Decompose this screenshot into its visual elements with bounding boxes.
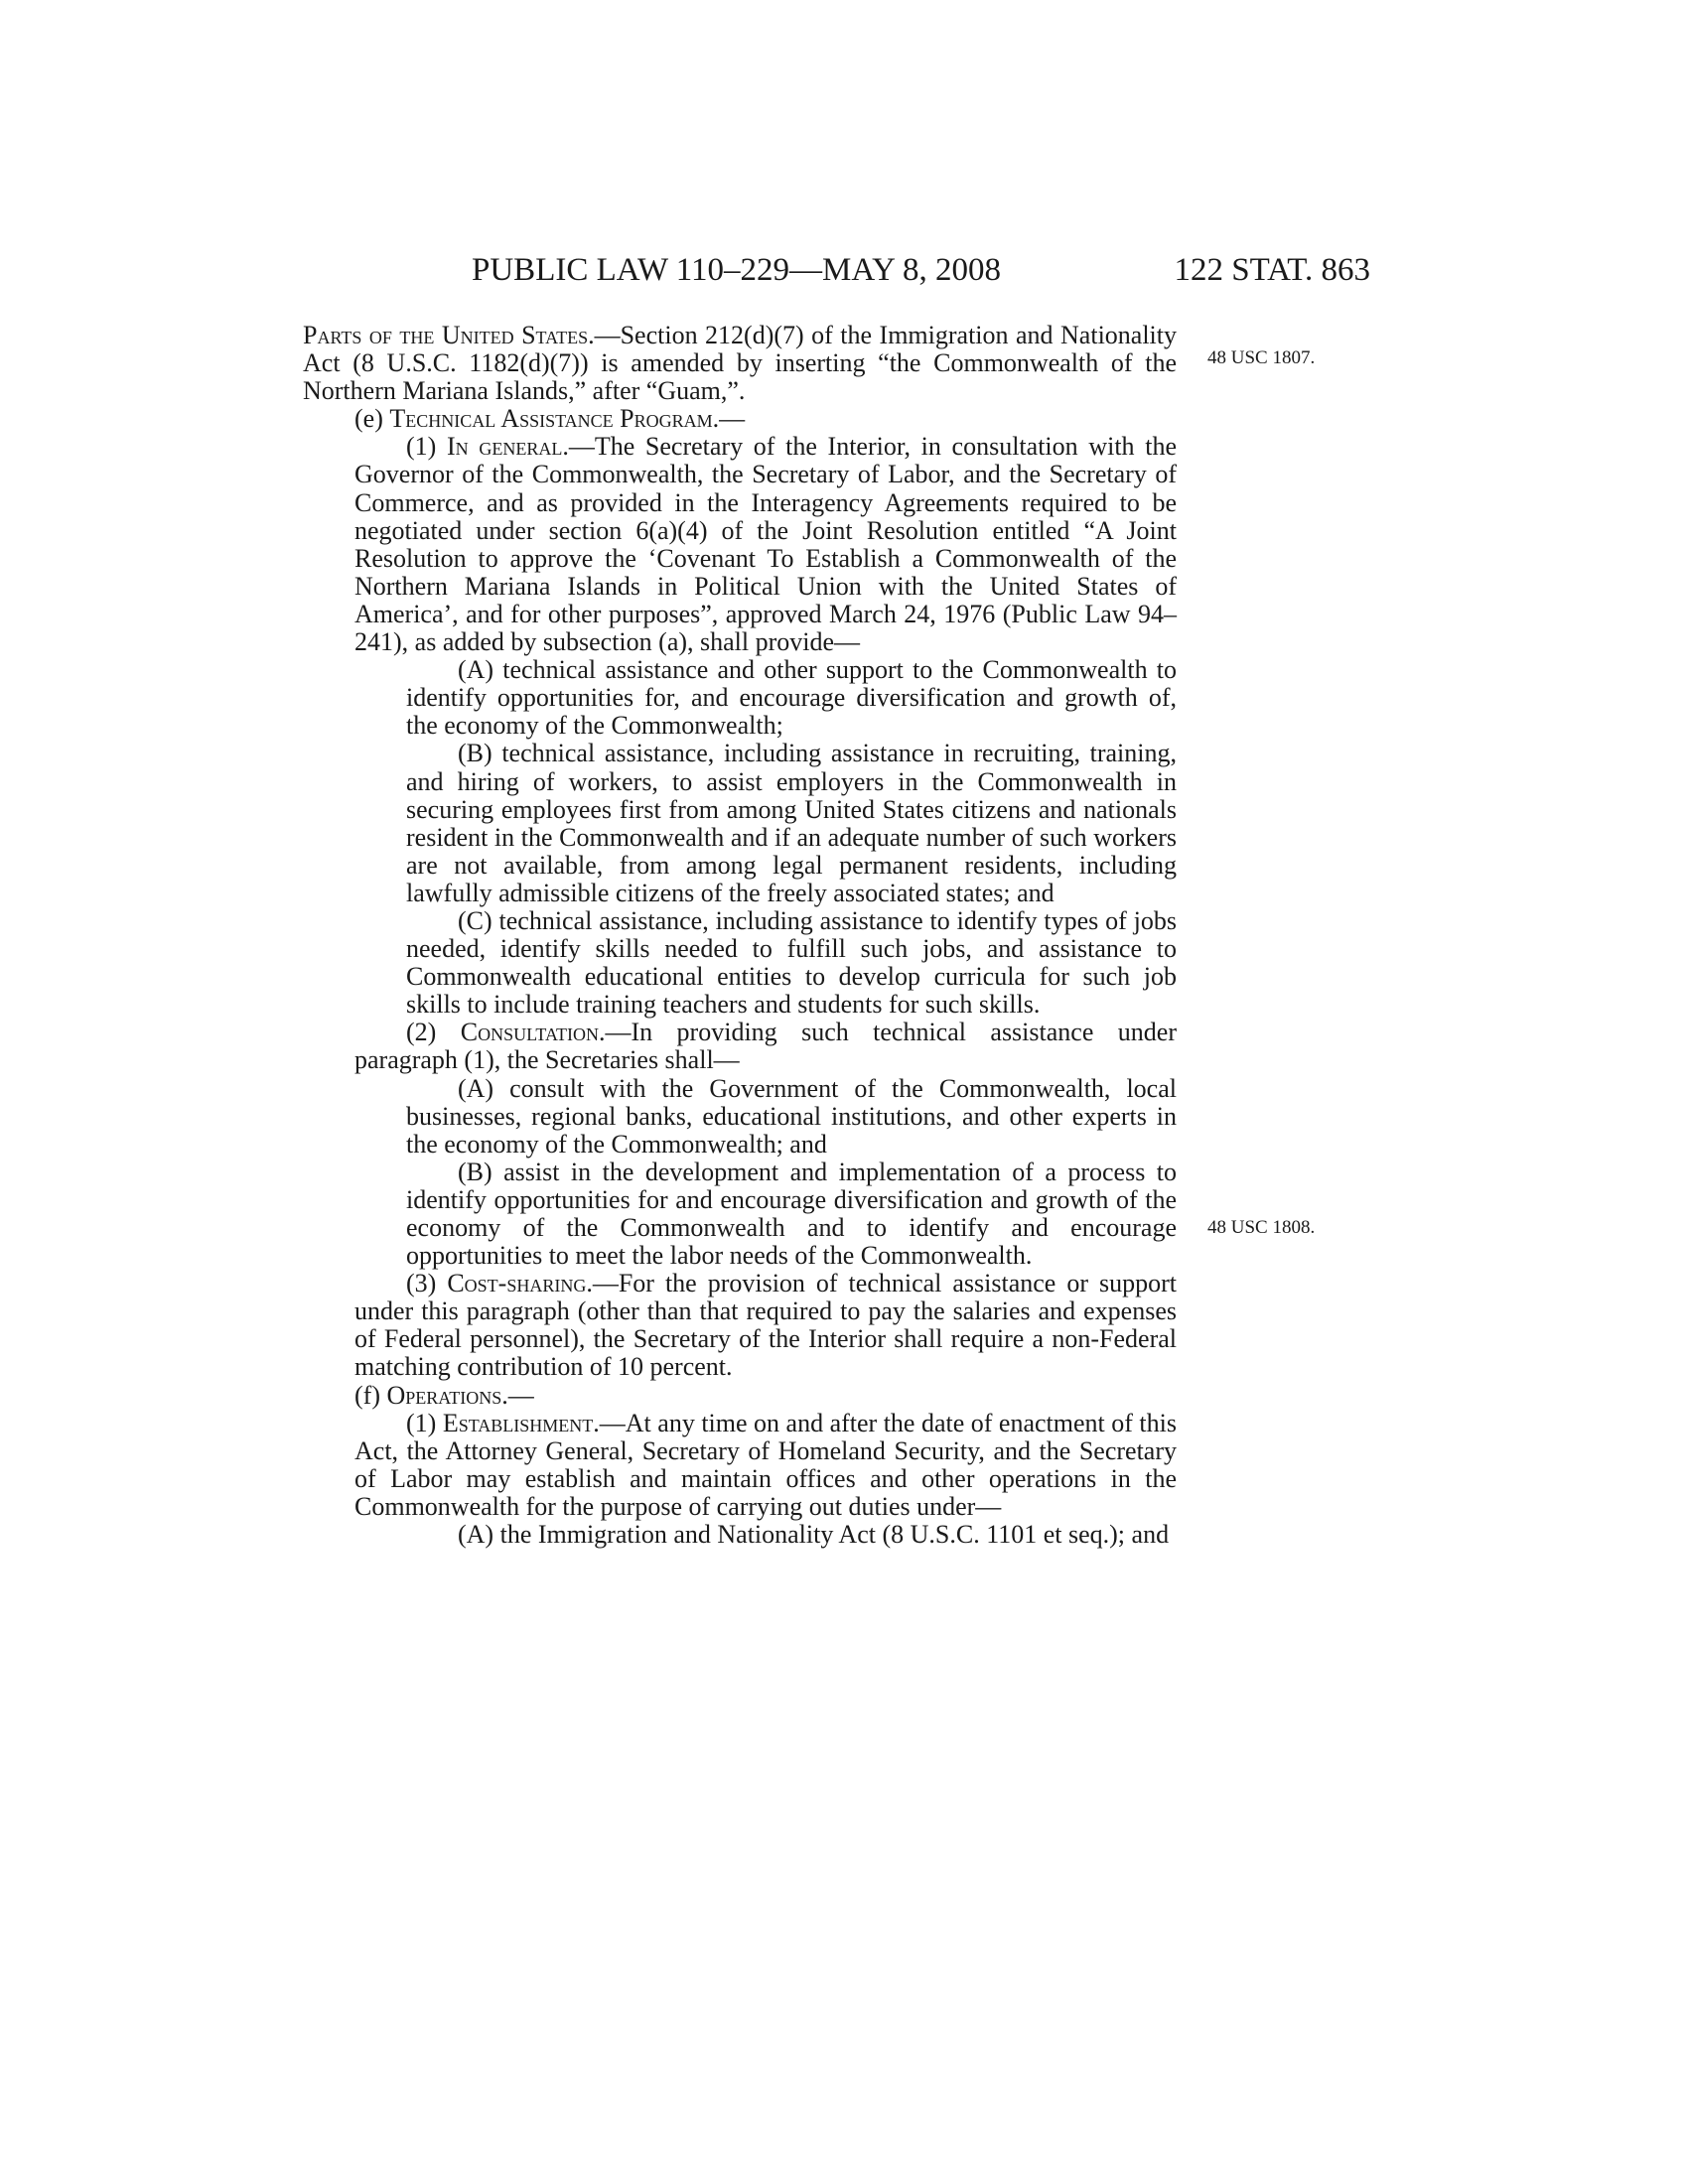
paragraph-e1	[303, 433, 1177, 656]
section-number: (2)	[406, 1018, 461, 1047]
section-number: (e)	[354, 404, 390, 434]
paragraph-parts-of-us	[303, 322, 1177, 405]
section-number: (3)	[406, 1269, 448, 1298]
paragraph-text: —	[719, 404, 746, 434]
section-heading: Consultation.	[460, 1018, 606, 1047]
clause-e2b: (B) assist in the development and implementation of a process to identify opportunities for and encourage diversification and growth of the economy of the Commonwealth and to identify and encourage opportunities to meet the labor needs of the Commonwealth.	[406, 1157, 1177, 1271]
paragraph-heading: Parts of the United States.	[303, 321, 595, 349]
page-number: 122 STAT. 863	[1174, 252, 1370, 288]
paragraph-text: —At any time on and after the date of enactment of this Act, the Attorney General, Secretary of Homeland Security, and the Secretary of Labor may establish and maintain offices and other operations in the Commonwealth for the purpose of carrying out duties under—	[354, 1408, 1177, 1521]
clause-e1c: (C) technical assistance, including assistance to identify types of jobs needed, identify skills needed to fulfill such jobs, and assistance to Commonwealth educational entities to develop curricula for such job skills to include training teachers and students for such skills.	[406, 905, 1177, 1020]
section-heading: Cost-sharing.	[447, 1269, 593, 1298]
paragraph-text: —For the provision of technical assistance or support under this paragraph (other than that required to pay the salaries and expenses of Federal personnel), the Secretary of the Interior shall require a non-Federal matching contribution of 10 percent.	[354, 1269, 1177, 1382]
page-header	[472, 248, 1370, 292]
section-heading: Operations.	[386, 1380, 508, 1410]
section-number: (1)	[406, 1408, 443, 1437]
subsection-e	[303, 405, 1177, 433]
paragraph-text: —The Secretary of the Interior, in consultation with the Governor of the Commonwealth, the Secretary of Labor, and the Secretary of Commerce, and as provided in the Interagency Agreements required to be negotiated under section 6(a)(4) of the Joint Resolution entitled “A Joint Resolution to approve the ‘Covenant To Establish a Commonwealth of the Northern Mariana Islands in Political Union with the United States of America’, and for other purposes”, approved March 24, 1976 (Public Law 94–241), as added by subsection (a), shall provide—	[354, 432, 1177, 657]
paragraph-f1	[303, 1410, 1177, 1521]
clause-e1a: (A) technical assistance and other support to the Commonwealth to identify opportunities for, and encourage diversification and growth of, the economy of the Commonwealth;	[406, 655, 1177, 741]
running-head-title: PUBLIC LAW 110–229—MAY 8, 2008	[472, 252, 1002, 288]
clause-e1b: (B) technical assistance, including assistance in recruiting, training, and hiring of workers, to assist employers in the Commonwealth in securing employees first from among United States citizens and nationals resident in the Commonwealth and if an adequate number of such workers are not available, from among legal permanent residents, including lawfully admissible citizens of the freely associated states; and	[406, 739, 1177, 907]
section-number: (1)	[406, 432, 447, 462]
section-heading: Establishment.	[442, 1408, 600, 1437]
margin-note-48-usc-1808: 48 USC 1808.	[1207, 1217, 1316, 1238]
paragraph-e2	[303, 1019, 1177, 1074]
paragraph-text: —In providing such technical assistance under paragraph (1), the Secretaries shall—	[354, 1018, 1177, 1075]
subsection-f	[303, 1382, 1177, 1410]
section-heading: In general.	[447, 432, 569, 462]
margin-note-48-usc-1807: 48 USC 1807.	[1207, 347, 1316, 368]
section-heading: Technical Assistance Program.	[389, 404, 720, 434]
section-number: (f)	[354, 1380, 387, 1410]
clause-e2a: (A) consult with the Government of the Commonwealth, local businesses, regional banks, educational institutions, and other experts in the economy of the Commonwealth; and	[406, 1073, 1177, 1159]
paragraph-text: —	[507, 1380, 534, 1410]
paragraph-e3	[303, 1270, 1177, 1381]
clause-f1a: (A) the Immigration and Nationality Act (8 U.S.C. 1101 et seq.); and	[458, 1520, 1170, 1550]
statute-body	[303, 322, 1177, 1549]
paragraph-text: —Section 212(d)(7) of the Immigration and Nationality Act (8 U.S.C. 1182(d)(7)) is amended by inserting “the Commonwealth of the Northern Mariana Islands,” after “Guam,”.	[303, 321, 1178, 406]
